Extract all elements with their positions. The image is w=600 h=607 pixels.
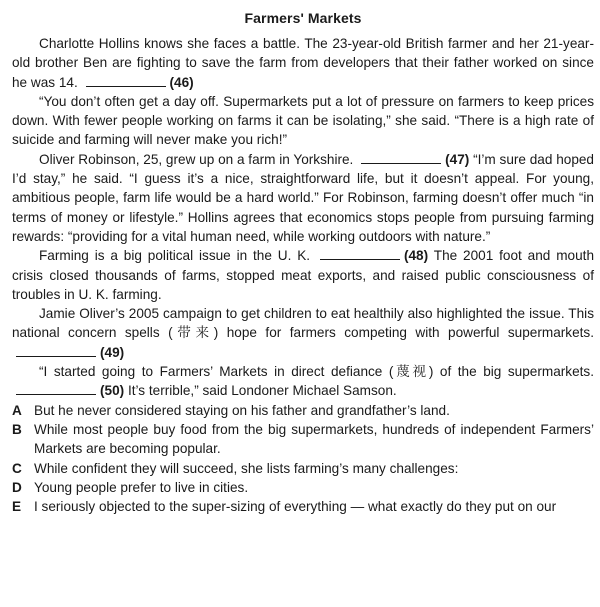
answer-blank (320, 248, 400, 260)
question-number: (47) (445, 151, 470, 167)
answer-options (12, 401, 594, 517)
paragraph-text: Farming is a big political issue in the U. K. (39, 248, 311, 264)
paragraph-1 (12, 34, 594, 92)
paragraph-4 (12, 246, 594, 304)
paragraph-text: “You don’t often get a day off. Supermarkets put a lot of pressure on farmers to keep prices down. With fewer people working on farms it can be isolating,” she said. “There is a high rate of suicide and farming will never make you rich!” (12, 93, 594, 148)
paragraph-3 (12, 150, 594, 246)
option-b (12, 420, 594, 459)
paragraph-6 (12, 362, 594, 401)
paragraph-2 (12, 92, 594, 150)
option-a (12, 401, 594, 420)
option-letter: A (12, 402, 22, 418)
answer-blank (16, 383, 96, 395)
answer-blank (16, 345, 96, 357)
option-letter: C (12, 460, 22, 476)
paragraph-text: Oliver Robinson, 25, grew up on a farm in Yorkshire. (39, 151, 354, 167)
option-text: Young people prefer to live in cities. (34, 479, 249, 495)
option-d (12, 478, 594, 497)
answer-blank (86, 75, 166, 87)
paragraph-text: Charlotte Hollins knows she faces a battle. The 23-year-old British farmer and her 21-year-old brother Ben are fighting to save the farm from developers that their father worked on since he was 14. (12, 36, 594, 90)
option-text: I seriously objected to the super-sizing of everything — what exactly do they put on our (34, 499, 557, 515)
option-e (12, 497, 594, 516)
option-letter: B (12, 421, 22, 437)
question-number: (46) (169, 74, 194, 90)
question-number: (49) (100, 344, 125, 360)
option-letter: E (12, 499, 22, 515)
paragraph-text: Jamie Oliver’s 2005 campaign to get children to eat healthily also highlighted the issue. This national concern spells (带来) hope for farmers competing with powerful supermarkets. (12, 306, 594, 341)
option-letter: D (12, 479, 22, 495)
option-c (12, 459, 594, 478)
paragraph-text: “I started going to Farmers’ Markets in direct defiance (蔑视) of the big supermarkets. (39, 364, 594, 380)
question-number: (48) (403, 248, 429, 264)
document-title: Farmers' Markets (244, 10, 362, 26)
paragraph-5 (12, 304, 594, 362)
option-text: But he never considered staying on his father and grandfather’s land. (34, 402, 450, 418)
paragraph-text: The 2001 foot and mouth crisis closed thousands of farms, stopped meat exports, and raised public consciousness of troubles in U. K. farming. (12, 248, 594, 302)
option-text: While most people buy food from the big supermarkets, hundreds of independent Farmers’ Markets are becoming popular. (34, 421, 594, 457)
question-number: (50) (100, 383, 125, 399)
paragraph-text: It’s terrible,” said Londoner Michael Samson. (127, 383, 397, 399)
paragraph-text: “I’m sure dad hoped I’d stay,” he said. “I guess it’s a nice, straightforward life, but it doesn’t appeal. For young, ambitious people, farm life would be a hard world.” For Robinson, farming doesn’t offer much “in terms of money or lifestyle.” Hollins agrees that economics stops people from pursuing farming rewards: “providing for a vital human need, while working outdoors with nature.” (12, 151, 594, 244)
answer-blank (361, 152, 441, 164)
option-text: While confident they will succeed, she lists farming’s many challenges: (34, 460, 459, 476)
